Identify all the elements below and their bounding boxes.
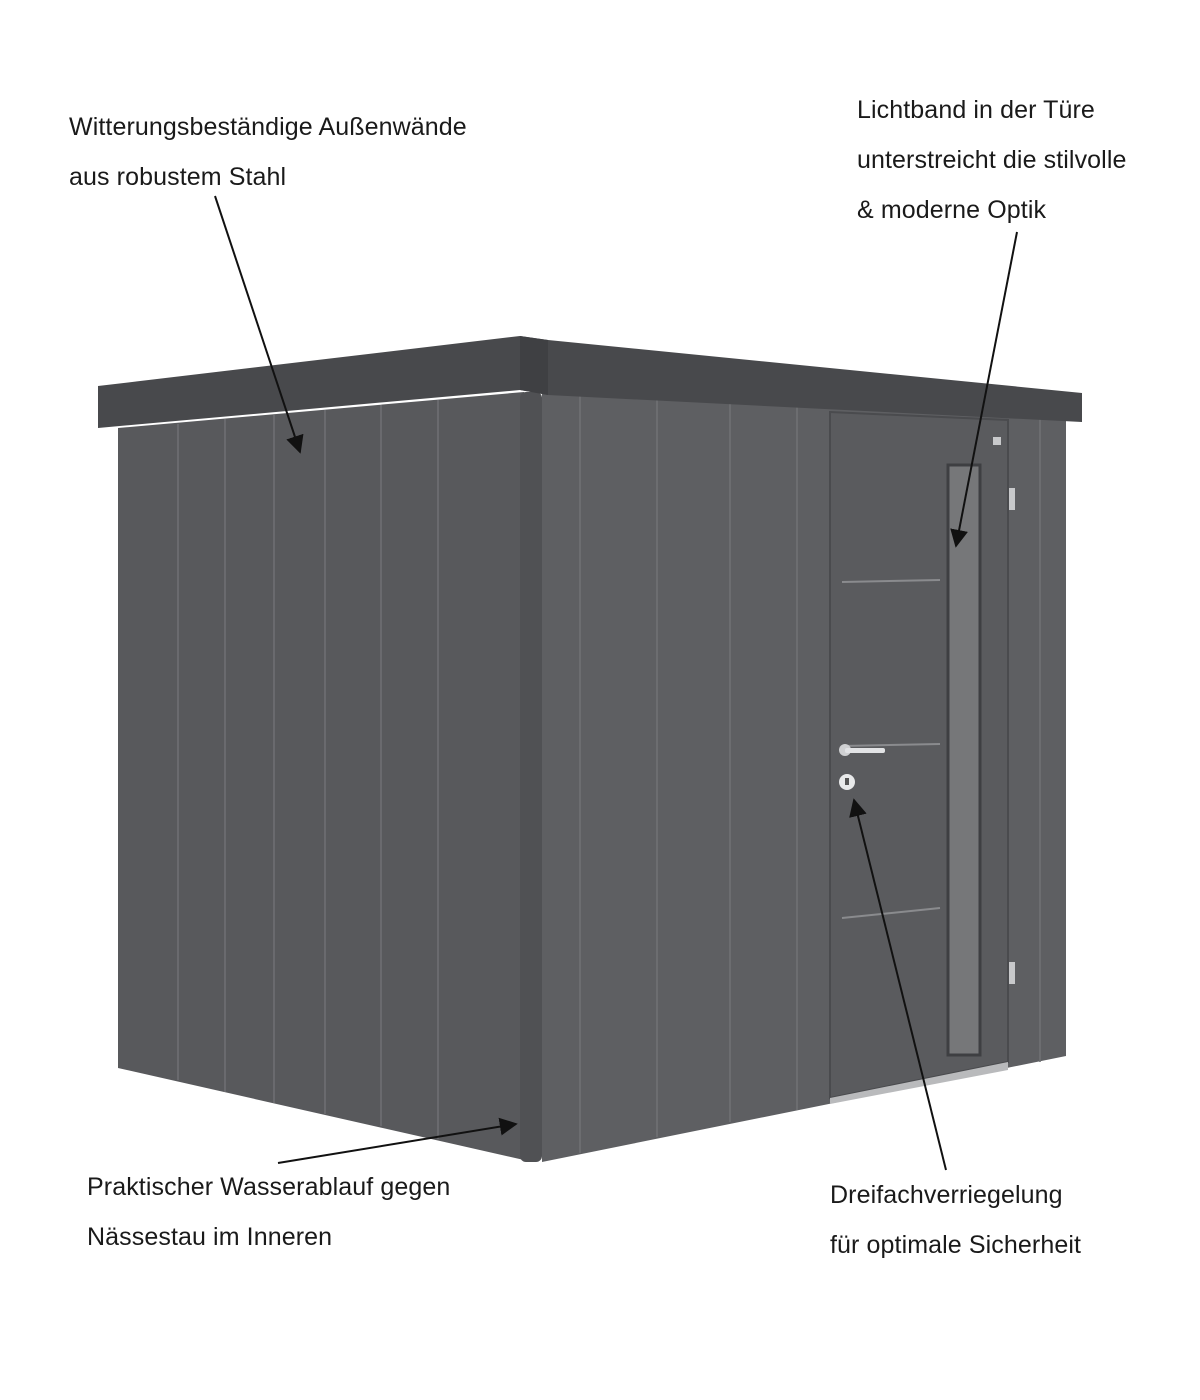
light-band-annotation-line-1: Lichtband in der Türe [857, 96, 1095, 124]
light-band-annotation [857, 85, 1127, 235]
hinge-top [1009, 488, 1015, 510]
drain-annotation-line-2: Nässestau im Inneren [87, 1223, 333, 1251]
drain-annotation [87, 1162, 450, 1262]
lock-annotation-line-1: Dreifachverriegelung [830, 1181, 1063, 1209]
drain-annotation-line-1: Praktischer Wasserablauf gegen [87, 1173, 451, 1201]
door-badge [993, 437, 1001, 445]
left-wall [118, 392, 524, 1160]
walls-annotation [69, 102, 467, 202]
lock-cylinder-icon [839, 774, 855, 790]
light-band-annotation-line-3: & moderne Optik [857, 196, 1047, 224]
corner-post [520, 392, 542, 1162]
walls-annotation-line-1: Witterungsbeständige Außenwände [69, 113, 467, 141]
door-light-band [948, 465, 980, 1055]
lock-annotation [830, 1170, 1081, 1270]
hinge-bottom [1009, 962, 1015, 984]
door [830, 412, 1015, 1104]
lock-annotation-line-2: für optimale Sicherheit [830, 1231, 1082, 1259]
light-band-annotation-line-2: unterstreicht die stilvolle [857, 146, 1127, 174]
walls-annotation-line-2: aus robustem Stahl [69, 163, 287, 191]
